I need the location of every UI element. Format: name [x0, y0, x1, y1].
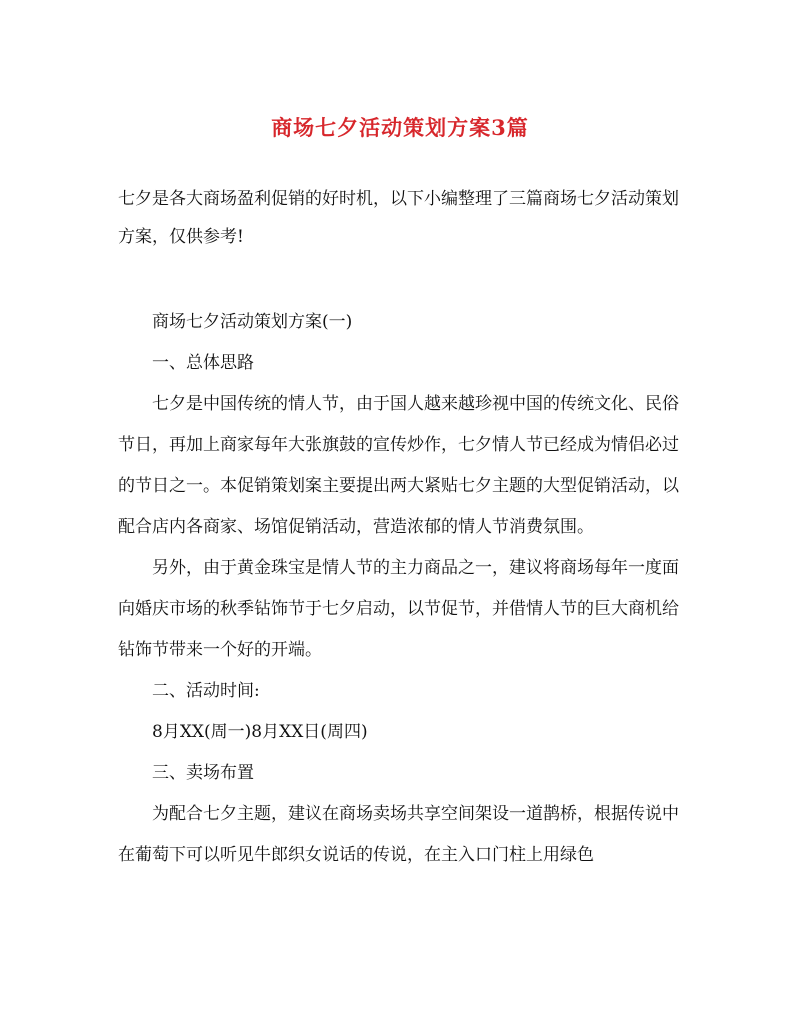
part1-paragraph-1: 七夕是中国传统的情人节，由于国人越来越珍视中国的传统文化、民俗节日，再加上商家每年大张旗鼓的宣传炒作，七夕情人节已经成为情侣必过的节日之一。本促销策划案主要提出两大紧贴七夕主题的大型促销活动，以配合店内各商家、场馆促销活动，营造浓郁的情人节消费氛围。 — [118, 394, 679, 537]
part3-paragraph-1: 为配合七夕主题，建议在商场卖场共享空间架设一道鹊桥，根据传说中在葡萄下可以听见牛郎织女说话的传说，在主入口门柱上用绿色 — [118, 804, 679, 865]
part3-heading: 三、卖场布置 — [152, 763, 254, 783]
part2-heading: 二、活动时间: — [152, 681, 260, 701]
intro-paragraph: 七夕是各大商场盈利促销的好时机，以下小编整理了三篇商场七夕活动策划方案，仅供参考! — [118, 189, 679, 247]
section-heading: 商场七夕活动策划方案(一) — [152, 312, 353, 332]
part2-time: 8月XX(周一)8月XX日(周四) — [152, 722, 368, 742]
part1-paragraph-2: 另外，由于黄金珠宝是情人节的主力商品之一，建议将商场每年一度面向婚庆市场的秋季钻饰节于七夕启动，以节促节，并借情人节的巨大商机给钻饰节带来一个好的开端。 — [118, 558, 679, 660]
document-body — [118, 302, 688, 876]
document-title: 商场七夕活动策划方案3篇 — [271, 115, 529, 140]
part1-heading: 一、总体思路 — [152, 353, 254, 373]
